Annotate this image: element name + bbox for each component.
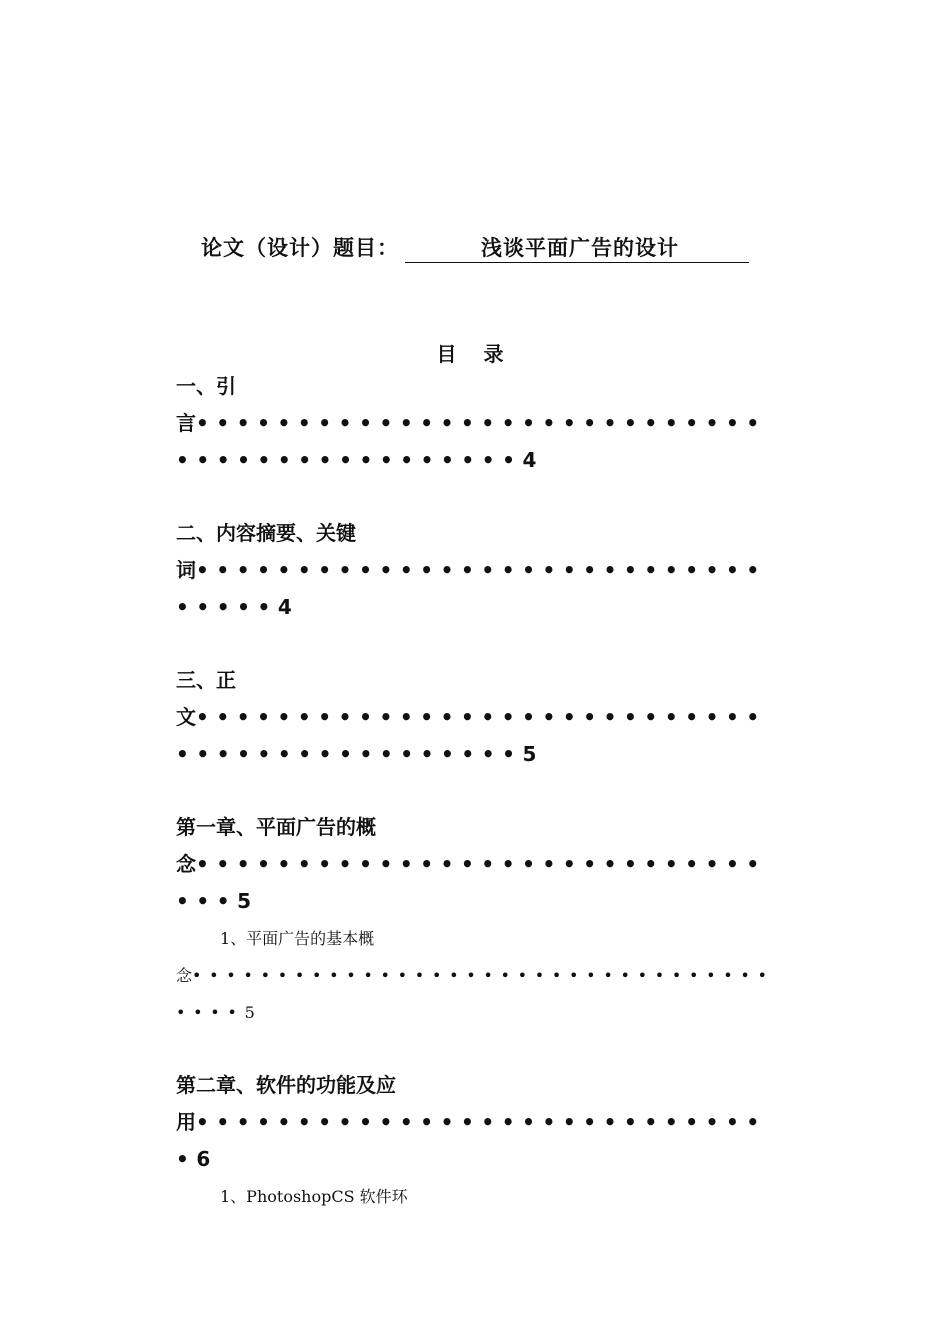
toc-entry-main-text[interactable]: 三、正 文•••••••••••••••••••••••••••• •••••••••••••••••5 xyxy=(176,662,816,773)
page-number: 4 xyxy=(522,448,537,472)
leader-dots: ••••••••••••••••• xyxy=(176,742,523,766)
toc-entry-title: 第二章、软件的功能及应 xyxy=(176,1073,396,1097)
thesis-title-line xyxy=(0,232,950,263)
page-number: 5 xyxy=(244,1003,255,1022)
toc-entry-title: 一、引 xyxy=(176,374,236,398)
page-number: 4 xyxy=(277,595,292,619)
toc-entry-abstract-keywords[interactable]: 二、内容摘要、关键 词•••••••••••••••••••••••••••• •••••4 xyxy=(176,515,816,626)
toc-entry-1-1[interactable]: 1、平面广告的基本概 念•••••••••••••••••••••••••••••••••• ••••5 xyxy=(176,929,775,1022)
leader-dots: ••• xyxy=(176,889,238,913)
toc-entry-2-1[interactable] xyxy=(176,1178,816,1215)
leader-dots: •••••••••••••••••••••••••••• xyxy=(196,411,767,435)
leader-dots: •••••••••••••••••••••••••••••••••• xyxy=(192,966,775,985)
page-number: 5 xyxy=(237,889,252,913)
toc-entry-chapter-2[interactable]: 第二章、软件的功能及应 用•••••••••••••••••••••••••••• •6 xyxy=(176,1067,816,1178)
toc-entry-chapter-1[interactable]: 第一章、平面广告的概 念•••••••••••••••••••••••••••• •••5 xyxy=(176,809,816,920)
thesis-title-value: 浅谈平面广告的设计 xyxy=(405,232,749,263)
toc-heading: 目 录 xyxy=(436,342,514,366)
leader-dots: • xyxy=(176,1147,197,1171)
toc-entry-title: 第一章、平面广告的概 xyxy=(176,815,376,839)
table-of-contents xyxy=(176,368,816,1251)
thesis-title-label: 论文（设计）题目： xyxy=(201,236,399,260)
leader-dots: •••••••••••••••••••••••••••• xyxy=(196,705,767,729)
leader-dots: •••••••••••••••••••••••••••• xyxy=(196,852,767,876)
leader-dots: •••• xyxy=(176,1003,245,1022)
toc-entry-title: 1、PhotoshopCS 软件环 xyxy=(220,1187,408,1206)
leader-dots: ••••• xyxy=(176,595,278,619)
page-number: 6 xyxy=(196,1147,211,1171)
toc-entry-introduction[interactable]: 一、引 言•••••••••••••••••••••••••••• •••••••••••••••••4 xyxy=(176,368,816,479)
toc-entry-title: 1、平面广告的基本概 xyxy=(220,929,375,948)
leader-dots: •••••••••••••••••••••••••••• xyxy=(196,558,767,582)
leader-dots: •••••••••••••••••••••••••••• xyxy=(196,1110,767,1134)
leader-dots: ••••••••••••••••• xyxy=(176,448,523,472)
toc-entry-title: 二、内容摘要、关键 xyxy=(176,521,356,545)
page-number: 5 xyxy=(522,742,537,766)
toc-entry-title: 三、正 xyxy=(176,668,236,692)
